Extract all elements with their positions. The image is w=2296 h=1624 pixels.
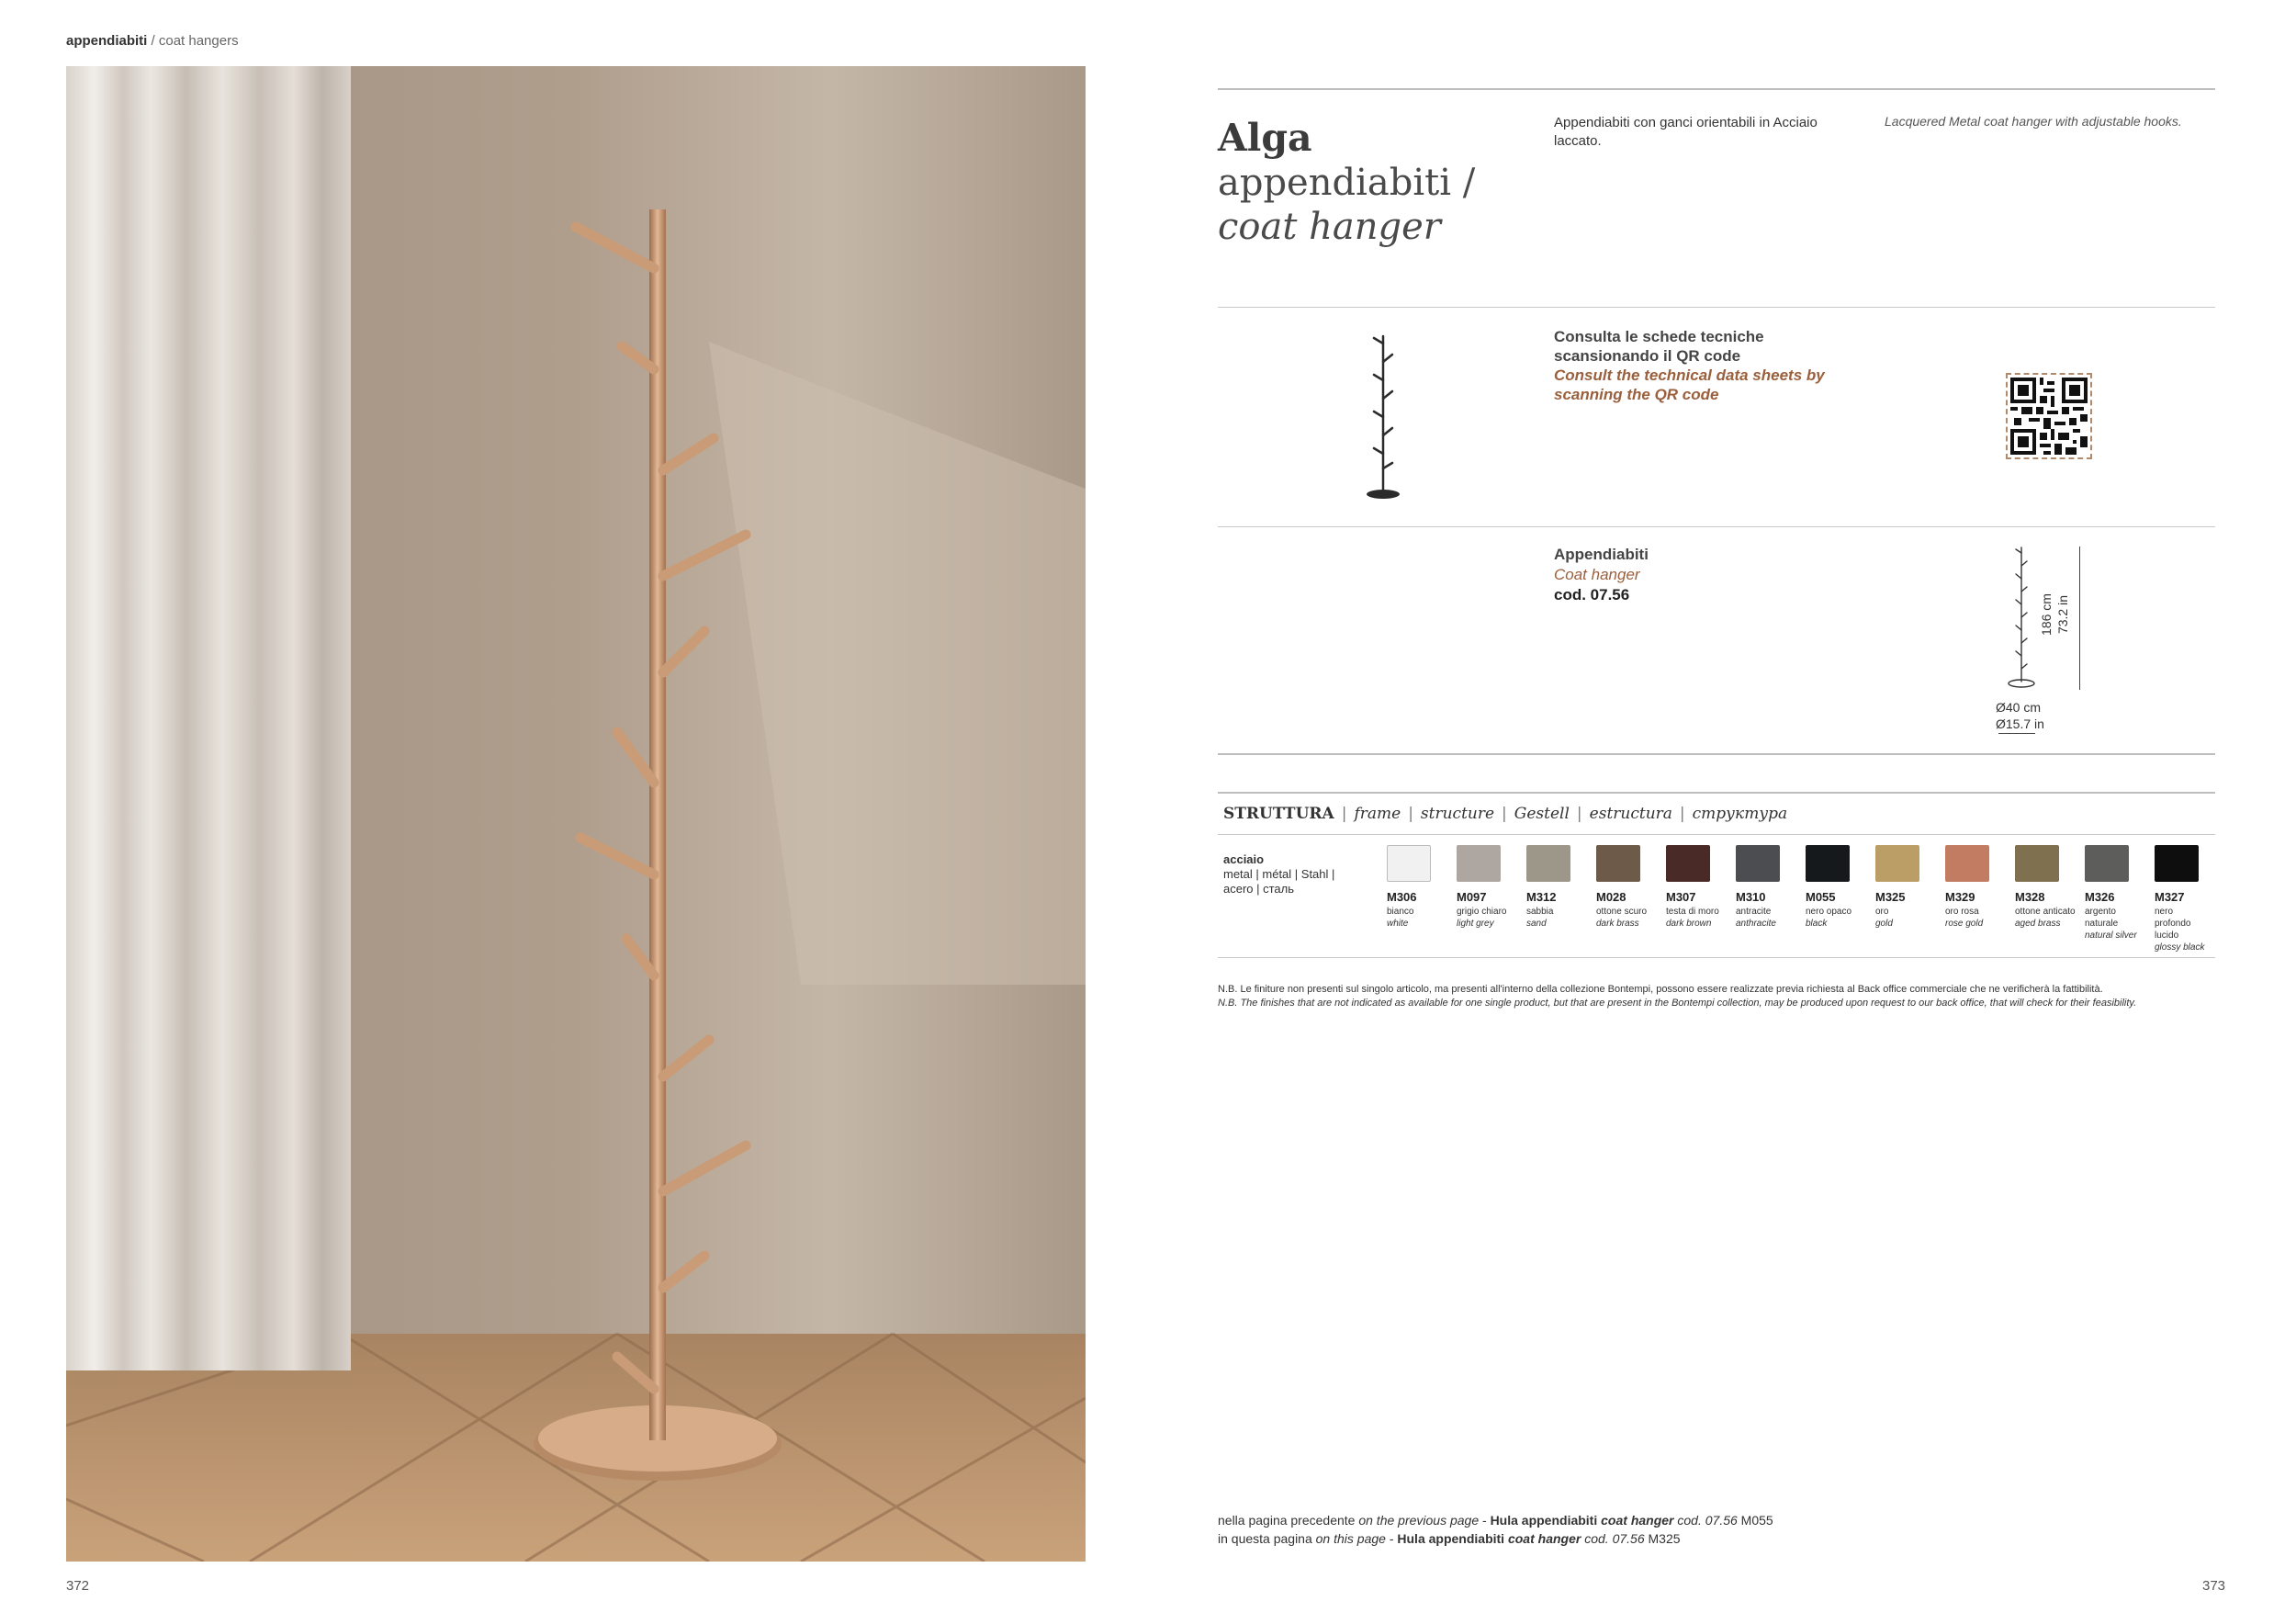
divider-4 (1218, 792, 2215, 794)
finish-swatch[interactable] (1945, 845, 2014, 930)
divider-3 (1218, 753, 2215, 755)
swatch-name-en: white (1387, 919, 1409, 929)
diameter-in: Ø15.7 in (1996, 716, 2044, 731)
swatch-name-it: ottone scuro (1596, 907, 1648, 917)
breadcrumb (66, 33, 239, 49)
swatch-code: M327 (2155, 890, 2185, 904)
frame-label-estructura: estructura (1589, 805, 1672, 823)
finish-swatch[interactable] (1736, 845, 1805, 930)
product-type-en: coat hanger (1218, 206, 1441, 248)
swatch-chip (1945, 845, 1989, 882)
diameter-cm: Ø40 cm (1996, 700, 2042, 715)
finishes-note (1218, 983, 2219, 1010)
qr-code-icon (2010, 378, 2088, 455)
divider-2 (1218, 526, 2215, 527)
caption-code: cod. 07.56 (1581, 1531, 1645, 1546)
swatch-name-en: aged brass (2015, 919, 2061, 929)
breadcrumb-subsection: / coat hangers (147, 33, 239, 49)
swatch-chip (1596, 845, 1640, 882)
caption-product: Hula appendiabiti (1397, 1531, 1508, 1546)
swatch-code: M097 (1457, 890, 1487, 904)
note-en: N.B. The finishes that are not indicated as available for one single product, but that are present in the Bontempi collection, may be produced upon request to our back office, that will check for their feasibility. (1218, 998, 2137, 1009)
divider-1 (1218, 307, 2215, 308)
swatch-name-it: nero opaco (1806, 907, 1852, 917)
item-name-it: Appendiabiti (1554, 546, 1649, 563)
swatch-code: M312 (1526, 890, 1557, 904)
caption-text: on this page (1315, 1531, 1386, 1546)
material-block (1223, 852, 1334, 897)
swatch-chip (1387, 845, 1431, 882)
frame-label-struttura: STRUTTURA (1223, 805, 1334, 823)
material-line-2: acero | сталь (1223, 882, 1295, 896)
swatch-name-it: bianco (1387, 907, 1414, 917)
swatch-chip (1457, 845, 1501, 882)
swatch-code: M329 (1945, 890, 1975, 904)
coat-hanger-icon (1350, 331, 1424, 505)
swatch-chip (2085, 845, 2129, 882)
swatch-name-en: light grey (1457, 919, 1494, 929)
frame-separator: | (1341, 805, 1347, 823)
description-en: Lacquered Metal coat hanger with adjustable hooks. (1885, 114, 2182, 129)
swatch-name-it: nero profondo lucido (2155, 907, 2191, 941)
swatch-chip (1875, 845, 1919, 882)
qr-code[interactable] (2006, 373, 2092, 459)
finish-swatch[interactable] (1666, 845, 1735, 930)
height-cm: 186 cm (2039, 593, 2054, 636)
finish-swatch[interactable] (1387, 845, 1456, 930)
frame-separator: | (1408, 805, 1413, 823)
product-type-it: appendiabiti / (1218, 162, 1476, 204)
caption-text: - (1479, 1513, 1491, 1528)
swatch-name-en: natural silver (2085, 930, 2137, 941)
page-number-left: 372 (66, 1578, 90, 1594)
page-number-right: 373 (2202, 1578, 2226, 1594)
swatch-name-en: sand (1526, 919, 1547, 929)
height-dimension-line (2079, 547, 2080, 690)
diameter-dimension-line (1998, 733, 2035, 734)
swatch-name-it: antracite (1736, 907, 1772, 917)
frame-label-struktura: структура (1692, 805, 1788, 823)
height-in: 73.2 in (2055, 594, 2070, 635)
swatch-chip (2015, 845, 2059, 882)
divider-top (1218, 88, 2215, 90)
caption-finish: M325 (1644, 1531, 1681, 1546)
finish-swatch[interactable] (1457, 845, 1525, 930)
caption-text: on the previous page (1358, 1513, 1480, 1528)
product-name: Alga (1218, 116, 1312, 160)
finish-swatches (1387, 845, 2213, 955)
swatch-name-it: grigio chiaro (1457, 907, 1507, 917)
caption-text: nella pagina precedente (1218, 1513, 1359, 1528)
swatch-code: M325 (1875, 890, 1906, 904)
swatch-code: M310 (1736, 890, 1766, 904)
swatch-chip (1806, 845, 1850, 882)
swatch-name-en: glossy black (2155, 942, 2205, 953)
frame-separator: | (1576, 805, 1582, 823)
photo-caption (1218, 1511, 1773, 1548)
coat-hanger-drawing-icon (1998, 544, 2044, 693)
finish-swatch[interactable] (2085, 845, 2154, 942)
swatch-name-en: gold (1875, 919, 1893, 929)
swatch-code: M328 (2015, 890, 2045, 904)
swatch-name-it: oro (1875, 907, 1889, 917)
frame-labels (1223, 805, 1787, 823)
caption-product: Hula appendiabiti (1490, 1513, 1602, 1528)
caption-product-en: coat hanger (1601, 1513, 1674, 1528)
frame-label-gestell: Gestell (1514, 805, 1570, 823)
description-it: Appendiabiti con ganci orientabili in Acciaio laccato. (1554, 115, 1818, 149)
caption-line-2 (1218, 1529, 1773, 1548)
swatch-chip (2155, 845, 2199, 882)
swatch-chip (1526, 845, 1570, 882)
finish-swatch[interactable] (2015, 845, 2084, 930)
swatch-chip (1736, 845, 1780, 882)
swatch-code: M028 (1596, 890, 1626, 904)
product-photo (66, 66, 1086, 1562)
finish-swatch[interactable] (1596, 845, 1665, 930)
swatch-name-it: ottone anticato (2015, 907, 2076, 917)
swatch-name-en: dark brass (1596, 919, 1639, 929)
qr-text-it: Consulta le schede tecniche scansionando il QR code (1554, 328, 1764, 365)
swatch-code: M326 (2085, 890, 2115, 904)
technical-drawing (1998, 544, 2044, 693)
breadcrumb-section: appendiabiti (66, 33, 148, 49)
material-line-1: metal | métal | Stahl | (1223, 867, 1335, 881)
swatch-name-it: oro rosa (1945, 907, 1979, 917)
swatch-name-en: anthracite (1736, 919, 1776, 929)
swatch-name-en: black (1806, 919, 1828, 929)
item-name-en: Coat hanger (1554, 566, 1640, 583)
qr-text-en: Consult the technical data sheets by scanning the QR code (1554, 367, 1825, 403)
item-code: cod. 07.56 (1554, 586, 1630, 603)
caption-text: in questa pagina (1218, 1531, 1316, 1546)
caption-text: - (1385, 1531, 1398, 1546)
caption-product-en: coat hanger (1507, 1531, 1581, 1546)
product-thumbnail (1350, 331, 1424, 505)
caption-finish: M055 (1737, 1513, 1773, 1528)
swatch-code: M307 (1666, 890, 1696, 904)
frame-separator: | (1502, 805, 1507, 823)
material-title: acciaio (1223, 852, 1265, 866)
product-photo-illustration (66, 66, 1086, 1562)
swatch-name-en: rose gold (1945, 919, 1984, 929)
finish-swatch[interactable] (1806, 845, 1874, 930)
swatch-code: M306 (1387, 890, 1417, 904)
caption-code: cod. 07.56 (1673, 1513, 1738, 1528)
frame-separator: | (1679, 805, 1685, 823)
finish-swatch[interactable] (1526, 845, 1595, 930)
height-dimension (2039, 547, 2081, 694)
divider-5 (1218, 834, 2215, 835)
caption-line-1 (1218, 1511, 1773, 1529)
swatch-name-it: sabbia (1526, 907, 1554, 917)
swatch-name-it: testa di moro (1666, 907, 1719, 917)
note-it: N.B. Le finiture non presenti sul singolo articolo, ma presenti all'interno della collezione Bontempi, possono essere realizzate previa richiesta al Back office commerciale che ne verificherà la fattibilità. (1218, 984, 2103, 995)
frame-label-frame: frame (1354, 805, 1401, 823)
finish-swatch[interactable] (1875, 845, 1944, 930)
swatch-name-it: argento naturale (2085, 907, 2119, 929)
frame-label-structure: structure (1420, 805, 1495, 823)
finish-swatch[interactable] (2155, 845, 2223, 953)
swatch-chip (1666, 845, 1710, 882)
divider-6 (1218, 957, 2215, 958)
swatch-code: M055 (1806, 890, 1836, 904)
swatch-name-en: dark brown (1666, 919, 1712, 929)
